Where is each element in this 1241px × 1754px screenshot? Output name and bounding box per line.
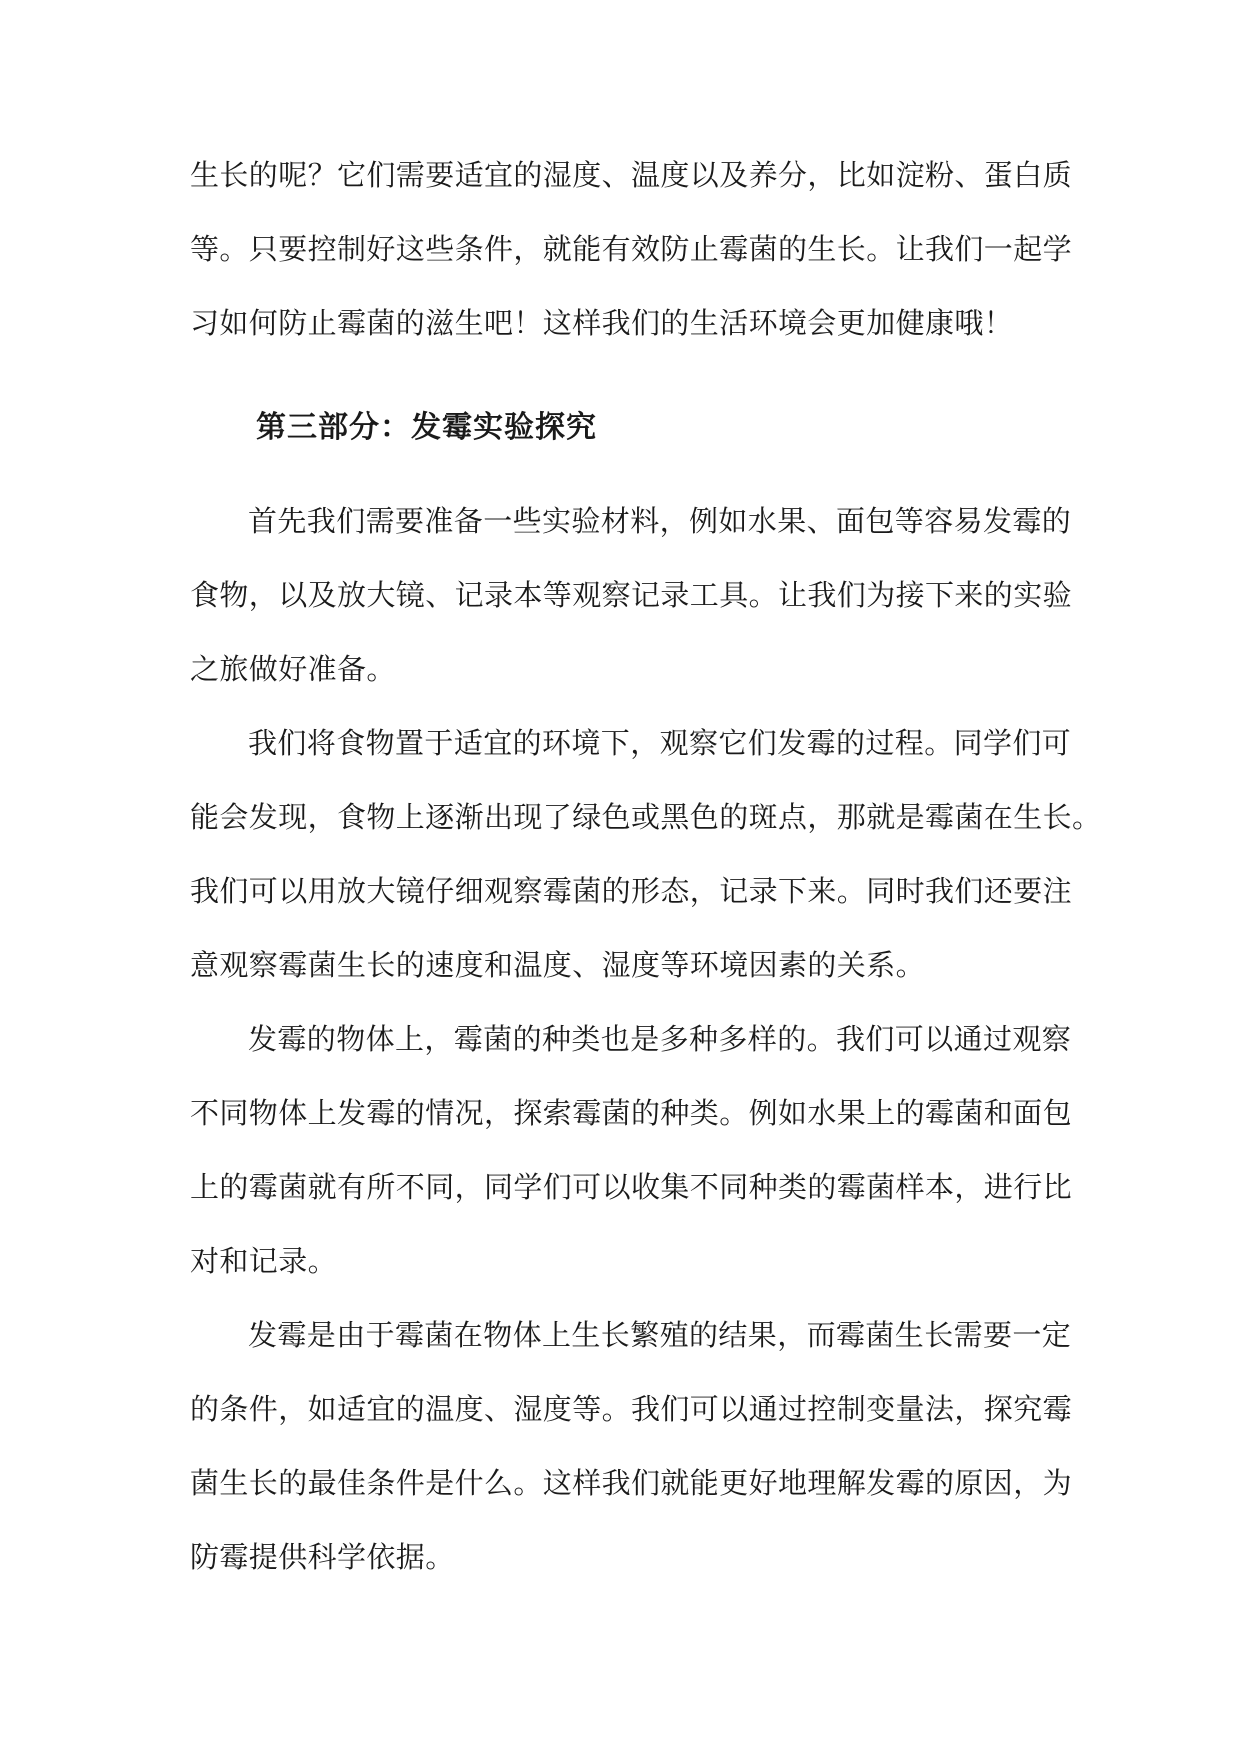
text-line: 对和记录。	[190, 1244, 338, 1278]
text-line: 习如何防止霉菌的滋生吧！这样我们的生活环境会更加健康哦！	[190, 306, 1014, 340]
section-heading: 第三部分：发霉实验探究	[256, 410, 597, 445]
text-line: 防霉提供科学依据。	[190, 1540, 455, 1574]
paragraph-mold-types	[190, 1002, 1073, 1298]
text-line: 发霉是由于霉菌在物体上生长繁殖的结果，而霉菌生长需要一定	[248, 1318, 1072, 1352]
paragraph-conditions	[190, 1298, 1073, 1594]
text-line: 发霉的物体上，霉菌的种类也是多种多样的。我们可以通过观察	[248, 1022, 1072, 1056]
document-page	[190, 138, 1102, 1594]
text-line: 食物，以及放大镜、记录本等观察记录工具。让我们为接下来的实验	[190, 578, 1073, 612]
text-line: 的条件，如适宜的温度、湿度等。我们可以通过控制变量法，探究霉	[190, 1392, 1073, 1426]
text-line: 能会发现，食物上逐渐出现了绿色或黑色的斑点，那就是霉菌在生长。	[190, 800, 1102, 834]
paragraph-observation	[190, 706, 1102, 1002]
text-line: 上的霉菌就有所不同，同学们可以收集不同种类的霉菌样本，进行比	[190, 1170, 1073, 1204]
paragraph-materials	[190, 484, 1073, 706]
text-line: 等。只要控制好这些条件，就能有效防止霉菌的生长。让我们一起学	[190, 232, 1073, 266]
text-line: 我们将食物置于适宜的环境下，观察它们发霉的过程。同学们可	[248, 726, 1072, 760]
text-line: 首先我们需要准备一些实验材料，例如水果、面包等容易发霉的	[248, 504, 1072, 538]
text-line: 生长的呢？它们需要适宜的湿度、温度以及养分，比如淀粉、蛋白质	[190, 158, 1073, 192]
intro-paragraph	[190, 138, 1073, 360]
text-line: 不同物体上发霉的情况，探索霉菌的种类。例如水果上的霉菌和面包	[190, 1096, 1073, 1130]
text-line: 之旅做好准备。	[190, 652, 396, 686]
text-line: 菌生长的最佳条件是什么。这样我们就能更好地理解发霉的原因，为	[190, 1466, 1073, 1500]
text-line: 我们可以用放大镜仔细观察霉菌的形态，记录下来。同时我们还要注	[190, 874, 1073, 908]
text-line: 意观察霉菌生长的速度和温度、湿度等环境因素的关系。	[190, 948, 926, 982]
